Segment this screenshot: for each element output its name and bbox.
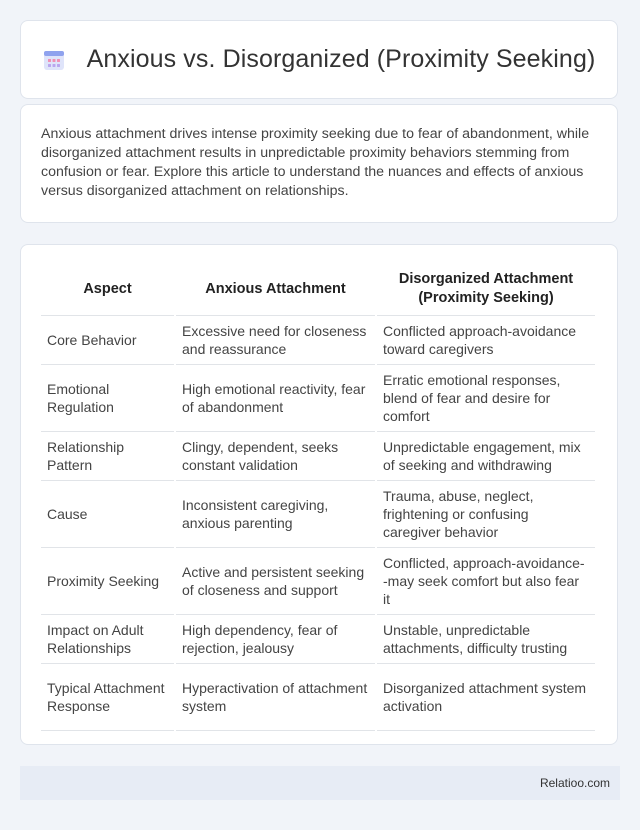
table-cell: Emotional Regulation (41, 365, 174, 432)
table-cell: High emotional reactivity, fear of abandonment (176, 365, 375, 432)
table-row (41, 615, 595, 664)
intro-text: Anxious attachment drives intense proximity seeking due to fear of abandonment, while disorganized attachment results in unpredictable proximity behaviors stemming from confusion or fear. Explore this article to understand the nuances and effects of anxious versus disorganized attachment on relationships. (41, 126, 590, 199)
table-cell: Disorganized attachment system activation (377, 664, 595, 731)
page-title: Anxious vs. Disorganized (Proximity Seeking) (86, 45, 596, 73)
table-row (41, 365, 595, 432)
footer-brand[interactable]: Relatioo.com (539, 776, 610, 790)
table-row (41, 664, 595, 731)
table-cell: Excessive need for closeness and reassurance (176, 316, 375, 365)
table-cell: Impact on Adult Relationships (41, 615, 174, 664)
table-cell: Proximity Seeking (41, 548, 174, 615)
table-cell: Core Behavior (41, 316, 174, 365)
column-header: Anxious Attachment (176, 263, 375, 316)
intro-card (20, 104, 618, 223)
table-cell: Typical Attachment Response (41, 664, 174, 731)
table-row (41, 432, 595, 481)
table-row (41, 481, 595, 548)
table-cell: Inconsistent caregiving, anxious parenting (176, 481, 375, 548)
table-cell: Clingy, dependent, seeks constant validation (176, 432, 375, 481)
comparison-table (39, 263, 597, 731)
footer (20, 766, 620, 800)
table-cell: Active and persistent seeking of closeness and support (176, 548, 375, 615)
table-cell: Conflicted, approach-avoidance--may seek comfort but also fear it (377, 548, 595, 615)
table-cell: High dependency, fear of rejection, jealousy (176, 615, 375, 664)
column-header: Disorganized Attachment (Proximity Seeking) (377, 263, 595, 316)
table-cell: Conflicted approach-avoidance toward caregivers (377, 316, 595, 365)
table-cell: Cause (41, 481, 174, 548)
table-row (41, 316, 595, 365)
table-cell: Erratic emotional responses, blend of fear and desire for comfort (377, 365, 595, 432)
table-header-row (41, 263, 595, 316)
comparison-card (20, 244, 618, 745)
title-card (20, 20, 618, 99)
table-cell: Unstable, unpredictable attachments, difficulty trusting (377, 615, 595, 664)
table-cell: Unpredictable engagement, mix of seeking and withdrawing (377, 432, 595, 481)
calendar-icon (43, 49, 65, 71)
table-cell: Trauma, abuse, neglect, frightening or confusing caregiver behavior (377, 481, 595, 548)
table-row (41, 548, 595, 615)
table-cell: Hyperactivation of attachment system (176, 664, 375, 731)
table-cell: Relationship Pattern (41, 432, 174, 481)
column-header: Aspect (41, 263, 174, 316)
